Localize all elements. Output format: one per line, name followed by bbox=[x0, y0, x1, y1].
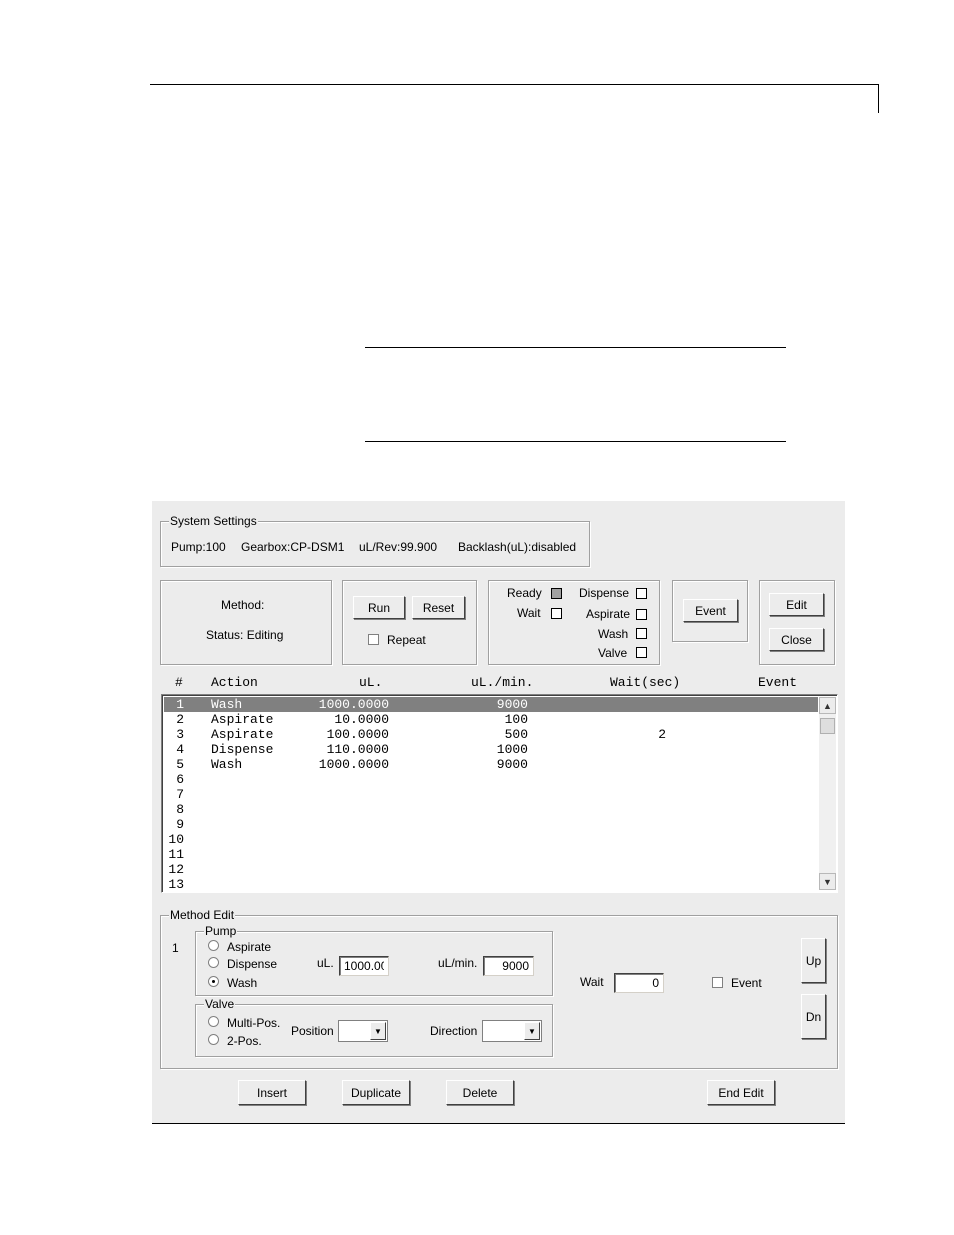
header-event: Event bbox=[758, 675, 798, 690]
valve-indicator bbox=[636, 647, 647, 658]
multi-pos-label: Multi-Pos. bbox=[227, 1016, 281, 1030]
table-row[interactable] bbox=[164, 757, 818, 772]
wait-label: Wait bbox=[517, 606, 541, 620]
move-down-button[interactable]: Dn bbox=[801, 994, 826, 1039]
chevron-down-icon: ▼ bbox=[823, 876, 832, 887]
page-corner-rule bbox=[878, 84, 879, 113]
cell-n: 4 bbox=[176, 742, 184, 757]
aspirate-radio-label: Aspirate bbox=[227, 940, 272, 954]
chevron-down-icon: ▼ bbox=[528, 1026, 536, 1036]
two-pos-radio[interactable] bbox=[208, 1034, 219, 1045]
method-edit-legend: Method Edit bbox=[170, 908, 235, 922]
table-row[interactable] bbox=[164, 832, 818, 847]
cell-rate: 9000 bbox=[496, 697, 528, 712]
wash-radio[interactable] bbox=[208, 976, 219, 987]
cell-action: Dispense bbox=[211, 742, 274, 757]
system-settings-group bbox=[160, 514, 590, 567]
aspirate-label: Aspirate bbox=[586, 607, 631, 621]
two-pos-label: 2-Pos. bbox=[227, 1034, 262, 1048]
aspirate-radio[interactable] bbox=[208, 940, 219, 951]
wait-field-label: Wait bbox=[580, 975, 604, 989]
wash-radio-label: Wash bbox=[227, 976, 258, 990]
rate-label: uL/min. bbox=[438, 956, 478, 970]
backlash-setting: Backlash(uL):disabled bbox=[458, 540, 577, 554]
chevron-up-icon: ▲ bbox=[823, 700, 832, 711]
run-button[interactable]: Run bbox=[353, 596, 405, 619]
system-settings-legend: System Settings bbox=[170, 514, 257, 528]
header-ul: uL. bbox=[359, 675, 383, 690]
cell-n: 10 bbox=[168, 832, 184, 847]
wait-indicator bbox=[551, 608, 562, 619]
dispense-radio[interactable] bbox=[208, 957, 219, 968]
run-panel bbox=[342, 580, 477, 665]
duplicate-button[interactable]: Duplicate bbox=[342, 1080, 410, 1105]
position-select[interactable] bbox=[338, 1020, 388, 1042]
cell-rate: 100 bbox=[504, 712, 528, 727]
multi-pos-radio[interactable] bbox=[208, 1016, 219, 1027]
position-label: Position bbox=[291, 1024, 334, 1038]
cell-ul: 100.0000 bbox=[326, 727, 389, 742]
gearbox-setting: Gearbox:CP-DSM1 bbox=[241, 540, 345, 554]
insert-button[interactable]: Insert bbox=[238, 1080, 306, 1105]
cell-n: 1 bbox=[176, 697, 184, 712]
note-top-rule bbox=[365, 347, 786, 348]
valve-group bbox=[195, 997, 553, 1057]
cell-n: 8 bbox=[176, 802, 184, 817]
dispense-label: Dispense bbox=[579, 586, 630, 600]
position-dropdown-arrow[interactable] bbox=[370, 1022, 386, 1040]
cell-action: Wash bbox=[211, 697, 243, 712]
cell-action: Wash bbox=[211, 757, 243, 772]
table-row[interactable] bbox=[164, 787, 818, 802]
cell-rate: 1000 bbox=[496, 742, 528, 757]
cell-action: Aspirate bbox=[211, 727, 274, 742]
delete-button[interactable]: Delete bbox=[446, 1080, 514, 1105]
pump-legend: Pump bbox=[205, 924, 237, 938]
table-row[interactable] bbox=[164, 727, 818, 742]
method-status-panel bbox=[160, 580, 332, 665]
ul-label: uL. bbox=[317, 956, 334, 970]
event-checkbox-label: Event bbox=[731, 976, 762, 990]
cell-n: 6 bbox=[176, 772, 184, 787]
wash-label: Wash bbox=[598, 627, 629, 641]
table-row[interactable] bbox=[164, 772, 818, 787]
edit-close-panel bbox=[759, 580, 835, 665]
aspirate-indicator bbox=[636, 609, 647, 620]
dispense-indicator bbox=[636, 588, 647, 599]
table-row[interactable] bbox=[164, 847, 818, 862]
method-steps-list[interactable] bbox=[161, 694, 838, 893]
direction-label: Direction bbox=[430, 1024, 478, 1038]
close-button[interactable]: Close bbox=[769, 628, 824, 651]
header-number: # bbox=[175, 675, 183, 690]
valve-legend: Valve bbox=[205, 997, 235, 1011]
scroll-down-button[interactable] bbox=[819, 873, 836, 890]
table-row[interactable] bbox=[164, 712, 818, 727]
table-row[interactable] bbox=[164, 817, 818, 832]
repeat-label: Repeat bbox=[387, 633, 426, 647]
cell-n: 3 bbox=[176, 727, 184, 742]
header-rate: uL./min. bbox=[471, 675, 534, 690]
method-edit-group bbox=[160, 908, 838, 1069]
edit-button[interactable]: Edit bbox=[769, 593, 824, 616]
cell-n: 5 bbox=[176, 757, 184, 772]
table-row[interactable] bbox=[164, 802, 818, 817]
cell-ul: 1000.0000 bbox=[318, 757, 389, 772]
method-label: Method: bbox=[221, 598, 265, 612]
cell-n: 11 bbox=[168, 847, 184, 862]
pump-group bbox=[195, 924, 553, 996]
table-row[interactable] bbox=[164, 862, 818, 877]
status-label: Status: Editing bbox=[206, 628, 284, 642]
rate-input[interactable] bbox=[483, 956, 534, 976]
note-bottom-rule bbox=[365, 441, 786, 442]
table-row[interactable] bbox=[164, 742, 818, 757]
cell-n: 12 bbox=[168, 862, 184, 877]
cell-ul: 1000.0000 bbox=[318, 697, 389, 712]
method-dialog bbox=[152, 501, 845, 1124]
header-action: Action bbox=[211, 675, 258, 690]
scroll-thumb[interactable] bbox=[820, 718, 835, 734]
cell-n: 2 bbox=[176, 712, 184, 727]
ul-rev-setting: uL/Rev:99.900 bbox=[359, 540, 438, 554]
move-up-button[interactable]: Up bbox=[801, 938, 826, 983]
table-row[interactable] bbox=[164, 877, 818, 892]
table-row[interactable] bbox=[164, 697, 818, 712]
end-edit-button[interactable]: End Edit bbox=[707, 1080, 775, 1105]
repeat-checkbox[interactable] bbox=[368, 634, 379, 645]
cell-n: 13 bbox=[168, 877, 184, 892]
step-number: 1 bbox=[172, 941, 179, 955]
direction-dropdown-arrow[interactable] bbox=[524, 1022, 540, 1040]
ready-indicator bbox=[551, 588, 562, 599]
cell-ul: 110.0000 bbox=[326, 742, 389, 757]
direction-select[interactable] bbox=[482, 1020, 542, 1042]
wait-input[interactable] bbox=[614, 973, 664, 993]
reset-button[interactable]: Reset bbox=[412, 596, 465, 619]
pump-setting: Pump:100 bbox=[171, 540, 226, 554]
ul-input[interactable] bbox=[339, 956, 389, 976]
event-panel bbox=[672, 580, 748, 642]
ready-label: Ready bbox=[507, 586, 542, 600]
cell-action: Aspirate bbox=[211, 712, 274, 727]
cell-rate: 9000 bbox=[496, 757, 528, 772]
wash-indicator bbox=[636, 628, 647, 639]
cell-ul: 10.0000 bbox=[334, 712, 389, 727]
cell-wait: 2 bbox=[658, 727, 666, 742]
event-checkbox[interactable] bbox=[712, 977, 723, 988]
page-top-rule bbox=[150, 84, 879, 85]
cell-n: 7 bbox=[176, 787, 184, 802]
scroll-up-button[interactable] bbox=[819, 697, 836, 714]
valve-label: Valve bbox=[598, 646, 628, 660]
cell-rate: 500 bbox=[504, 727, 528, 742]
event-button[interactable]: Event bbox=[683, 599, 738, 622]
dispense-radio-label: Dispense bbox=[227, 957, 278, 971]
cell-n: 9 bbox=[176, 817, 184, 832]
list-scrollbar[interactable] bbox=[819, 697, 836, 890]
chevron-down-icon: ▼ bbox=[374, 1026, 382, 1036]
header-wait: Wait(sec) bbox=[610, 675, 681, 690]
indicators-panel bbox=[488, 580, 660, 665]
